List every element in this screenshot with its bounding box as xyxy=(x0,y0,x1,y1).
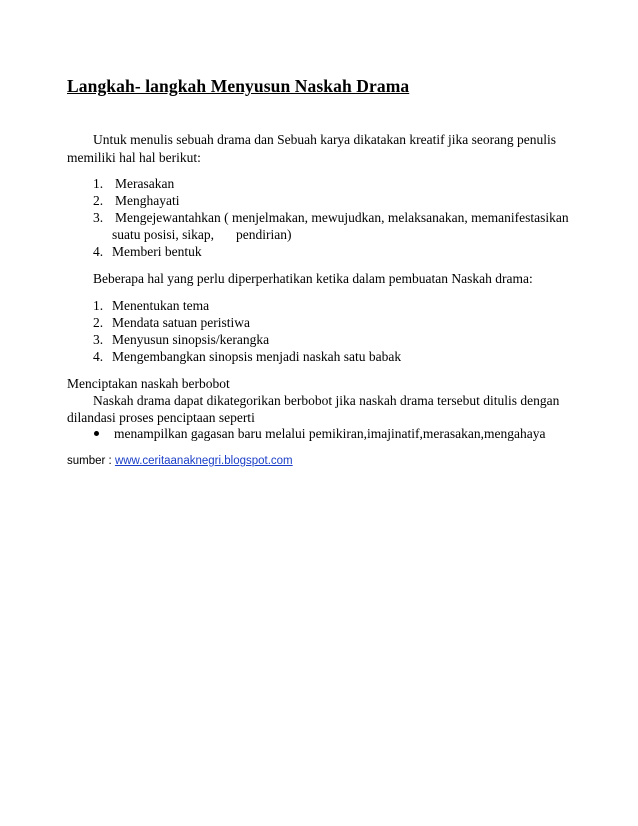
document-title: Langkah- langkah Menyusun Naskah Drama xyxy=(67,76,410,96)
source-line xyxy=(67,452,293,470)
intro-line-2: memiliki hal hal berikut: xyxy=(67,150,201,165)
paragraph-3-line-1: Naskah drama dapat dikategorikan berbobot jika naskah drama tersebut ditulis dengan xyxy=(93,393,560,408)
list-item-text: Memberi bentuk xyxy=(112,244,202,259)
list-item-number: 2. xyxy=(93,315,104,330)
source-label: sumber : xyxy=(67,455,115,467)
list-item-text: Menghayati xyxy=(115,193,180,208)
list-item-number: 3. xyxy=(93,210,104,225)
list-item-number: 4. xyxy=(93,244,104,259)
list-item-text: Mengejewantahkan ( menjelmakan, mewujudkan, melaksanakan, memanifestasikan xyxy=(115,210,569,225)
intro-line-1: Untuk menulis sebuah drama dan Sebuah karya dikatakan kreatif jika seorang penulis xyxy=(93,132,556,147)
list-item-number: 2. xyxy=(93,193,104,208)
list-item-number: 1. xyxy=(93,298,104,313)
source-link[interactable]: www.ceritaanaknegri.blogspot.com xyxy=(114,455,293,467)
list-item-text-continued: suatu posisi, sikap, xyxy=(112,227,215,242)
list-item-text: Mendata satuan peristiwa xyxy=(112,315,250,330)
list-item-text: Menyusun sinopsis/kerangka xyxy=(112,332,270,347)
list-item-number: 3. xyxy=(93,332,104,347)
paragraph-3-line-2: dilandasi proses penciptaan seperti xyxy=(67,410,255,425)
list-item-number: 1. xyxy=(93,176,104,191)
paragraph-2: Beberapa hal yang perlu diperperhatikan ketika dalam pembuatan Naskah drama: xyxy=(93,271,533,286)
list-item-text: Merasakan xyxy=(115,176,175,191)
section-heading: Menciptakan naskah berbobot xyxy=(67,376,230,391)
bullet-item-text: menampilkan gagasan baru melalui pemikiran,imajinatif,merasakan,mengahaya xyxy=(114,426,546,441)
list-item-text-continued: pendirian) xyxy=(236,227,292,242)
list-item-number: 4. xyxy=(93,349,104,364)
list-item-text: Menentukan tema xyxy=(112,298,210,313)
list-item-text: Mengembangkan sinopsis menjadi naskah satu babak xyxy=(112,349,402,364)
bullet-icon xyxy=(94,431,99,436)
